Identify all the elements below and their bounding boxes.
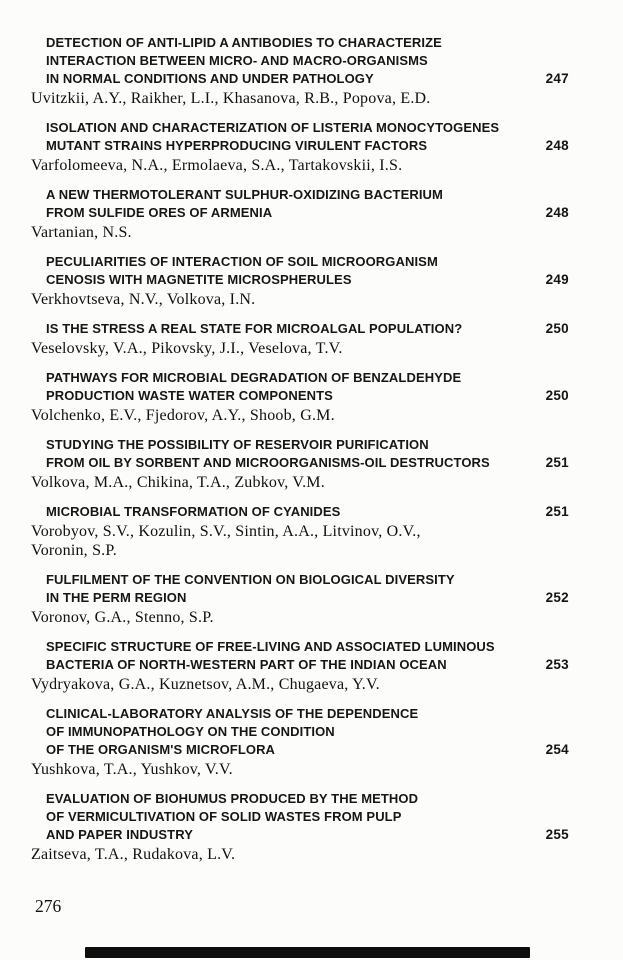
entry-author-line: Yushkova, T.A., Yushkov, V.V. [31, 761, 233, 778]
entry-title-line: ISOLATION AND CHARACTERIZATION OF LISTERIA MONOCYTOGENES [46, 120, 500, 135]
entry-title-line: OF VERMICULTIVATION OF SOLID WASTES FROM PULP [46, 809, 402, 824]
toc-entry [0, 253, 623, 309]
entry-title-line: CLINICAL-LABORATORY ANALYSIS OF THE DEPENDENCE [46, 706, 419, 721]
entry-page-number: 251 [545, 504, 569, 519]
entry-title-line: FROM SULFIDE ORES OF ARMENIA 248 [46, 205, 569, 220]
toc-entry [0, 705, 623, 779]
entry-authors [0, 675, 623, 694]
entry-title-line: BACTERIA OF NORTH-WESTERN PART OF THE INDIAN OCEAN 253 [46, 657, 569, 672]
entry-authors [0, 223, 623, 242]
entry-authors [0, 339, 623, 358]
entry-page-number: 250 [545, 321, 569, 336]
entry-title-line: INTERACTION BETWEEN MICRO- AND MACRO-ORGANISMS [46, 53, 428, 68]
entry-authors [0, 845, 623, 864]
entry-title-line: STUDYING THE POSSIBILITY OF RESERVOIR PURIFICATION [46, 437, 429, 452]
entry-author-line: Volkova, M.A., Chikina, T.A., Zubkov, V.M. [31, 474, 325, 491]
entry-title-line: FROM OIL BY SORBENT AND MICROORGANISMS-OIL DESTRUCTORS 251 [46, 455, 569, 470]
entry-title-line: MUTANT STRAINS HYPERPRODUCING VIRULENT FACTORS 248 [46, 138, 569, 153]
entry-page-number: 247 [545, 71, 569, 86]
entry-author-line: Volchenko, E.V., Fjedorov, A.Y., Shoob, G.M. [31, 407, 335, 424]
entry-authors [0, 608, 623, 627]
entry-title-line: FULFILMENT OF THE CONVENTION ON BIOLOGICAL DIVERSITY [46, 572, 455, 587]
entry-page-number: 252 [545, 590, 569, 605]
entry-author-line: Voronin, S.P. [31, 542, 117, 559]
entry-title-line: PATHWAYS FOR MICROBIAL DEGRADATION OF BENZALDEHYDE [46, 370, 462, 385]
page-number-footer: 276 [35, 896, 62, 916]
entry-title-line: PRODUCTION WASTE WATER COMPONENTS 250 [46, 388, 569, 403]
entry-author-line: Uvitzkii, A.Y., Raikher, L.I., Khasanova, R.B., Popova, E.D. [31, 90, 431, 107]
toc-entry [0, 790, 623, 864]
entry-authors [0, 290, 623, 309]
entry-page-number: 254 [545, 742, 569, 757]
toc-entry [0, 119, 623, 175]
entry-page-number: 251 [545, 455, 569, 470]
entry-author-line: Zaitseva, T.A., Rudakova, L.V. [31, 846, 236, 863]
toc-entry [0, 571, 623, 627]
toc-entry [0, 369, 623, 425]
toc-entry [0, 34, 623, 108]
toc-list [0, 34, 623, 875]
entry-title-line: CENOSIS WITH MAGNETITE MICROSPHERULES 249 [46, 272, 569, 287]
entry-page-number: 249 [545, 272, 569, 287]
toc-entry [0, 320, 623, 358]
entry-title-line: IS THE STRESS A REAL STATE FOR MICROALGAL POPULATION? 250 [46, 321, 569, 336]
entry-author-line: Vydryakova, G.A., Kuznetsov, A.M., Chugaeva, Y.V. [31, 676, 380, 693]
entry-title-line: OF THE ORGANISM'S MICROFLORA 254 [46, 742, 569, 757]
entry-title-line: MICROBIAL TRANSFORMATION OF CYANIDES 251 [46, 504, 569, 519]
entry-title-line: PECULIARITIES OF INTERACTION OF SOIL MICROORGANISM [46, 254, 438, 269]
entry-author-line: Verkhovtseva, N.V., Volkova, I.N. [31, 291, 256, 308]
entry-page-number: 250 [545, 388, 569, 403]
entry-title-line: EVALUATION OF BIOHUMUS PRODUCED BY THE METHOD [46, 791, 419, 806]
entry-authors [0, 406, 623, 425]
entry-author-line: Vartanian, N.S. [31, 224, 132, 241]
entry-title-line: DETECTION OF ANTI-LIPID A ANTIBODIES TO CHARACTERIZE [46, 35, 442, 50]
entry-page-number: 255 [545, 827, 569, 842]
toc-entry [0, 638, 623, 694]
entry-authors [0, 473, 623, 492]
entry-title-line: SPECIFIC STRUCTURE OF FREE-LIVING AND ASSOCIATED LUMINOUS [46, 639, 495, 654]
entry-author-line: Voronov, G.A., Stenno, S.P. [31, 609, 214, 626]
entry-author-line: Varfolomeeva, N.A., Ermolaeva, S.A., Tartakovskii, I.S. [31, 157, 403, 174]
entry-title-line: IN NORMAL CONDITIONS AND UNDER PATHOLOGY 247 [46, 71, 569, 86]
toc-entry [0, 186, 623, 242]
toc-entry [0, 436, 623, 492]
entry-authors [0, 89, 623, 108]
toc-entry [0, 503, 623, 560]
entry-author-line: Veselovsky, V.A., Pikovsky, J.I., Veselova, T.V. [31, 340, 343, 357]
entry-page-number: 253 [545, 657, 569, 672]
entry-title-line: AND PAPER INDUSTRY 255 [46, 827, 569, 842]
entry-title-line: IN THE PERM REGION 252 [46, 590, 569, 605]
entry-authors [0, 156, 623, 175]
entry-authors [0, 522, 623, 560]
entry-page-number: 248 [545, 205, 569, 220]
entry-title-line: A NEW THERMOTOLERANT SULPHUR-OXIDIZING BACTERIUM [46, 187, 443, 202]
scan-artifact-bar [85, 947, 530, 958]
entry-title-line: OF IMMUNOPATHOLOGY ON THE CONDITION [46, 724, 335, 739]
entry-author-line: Vorobyov, S.V., Kozulin, S.V., Sintin, A.A., Litvinov, O.V., [31, 523, 421, 540]
entry-authors [0, 760, 623, 779]
entry-page-number: 248 [545, 138, 569, 153]
